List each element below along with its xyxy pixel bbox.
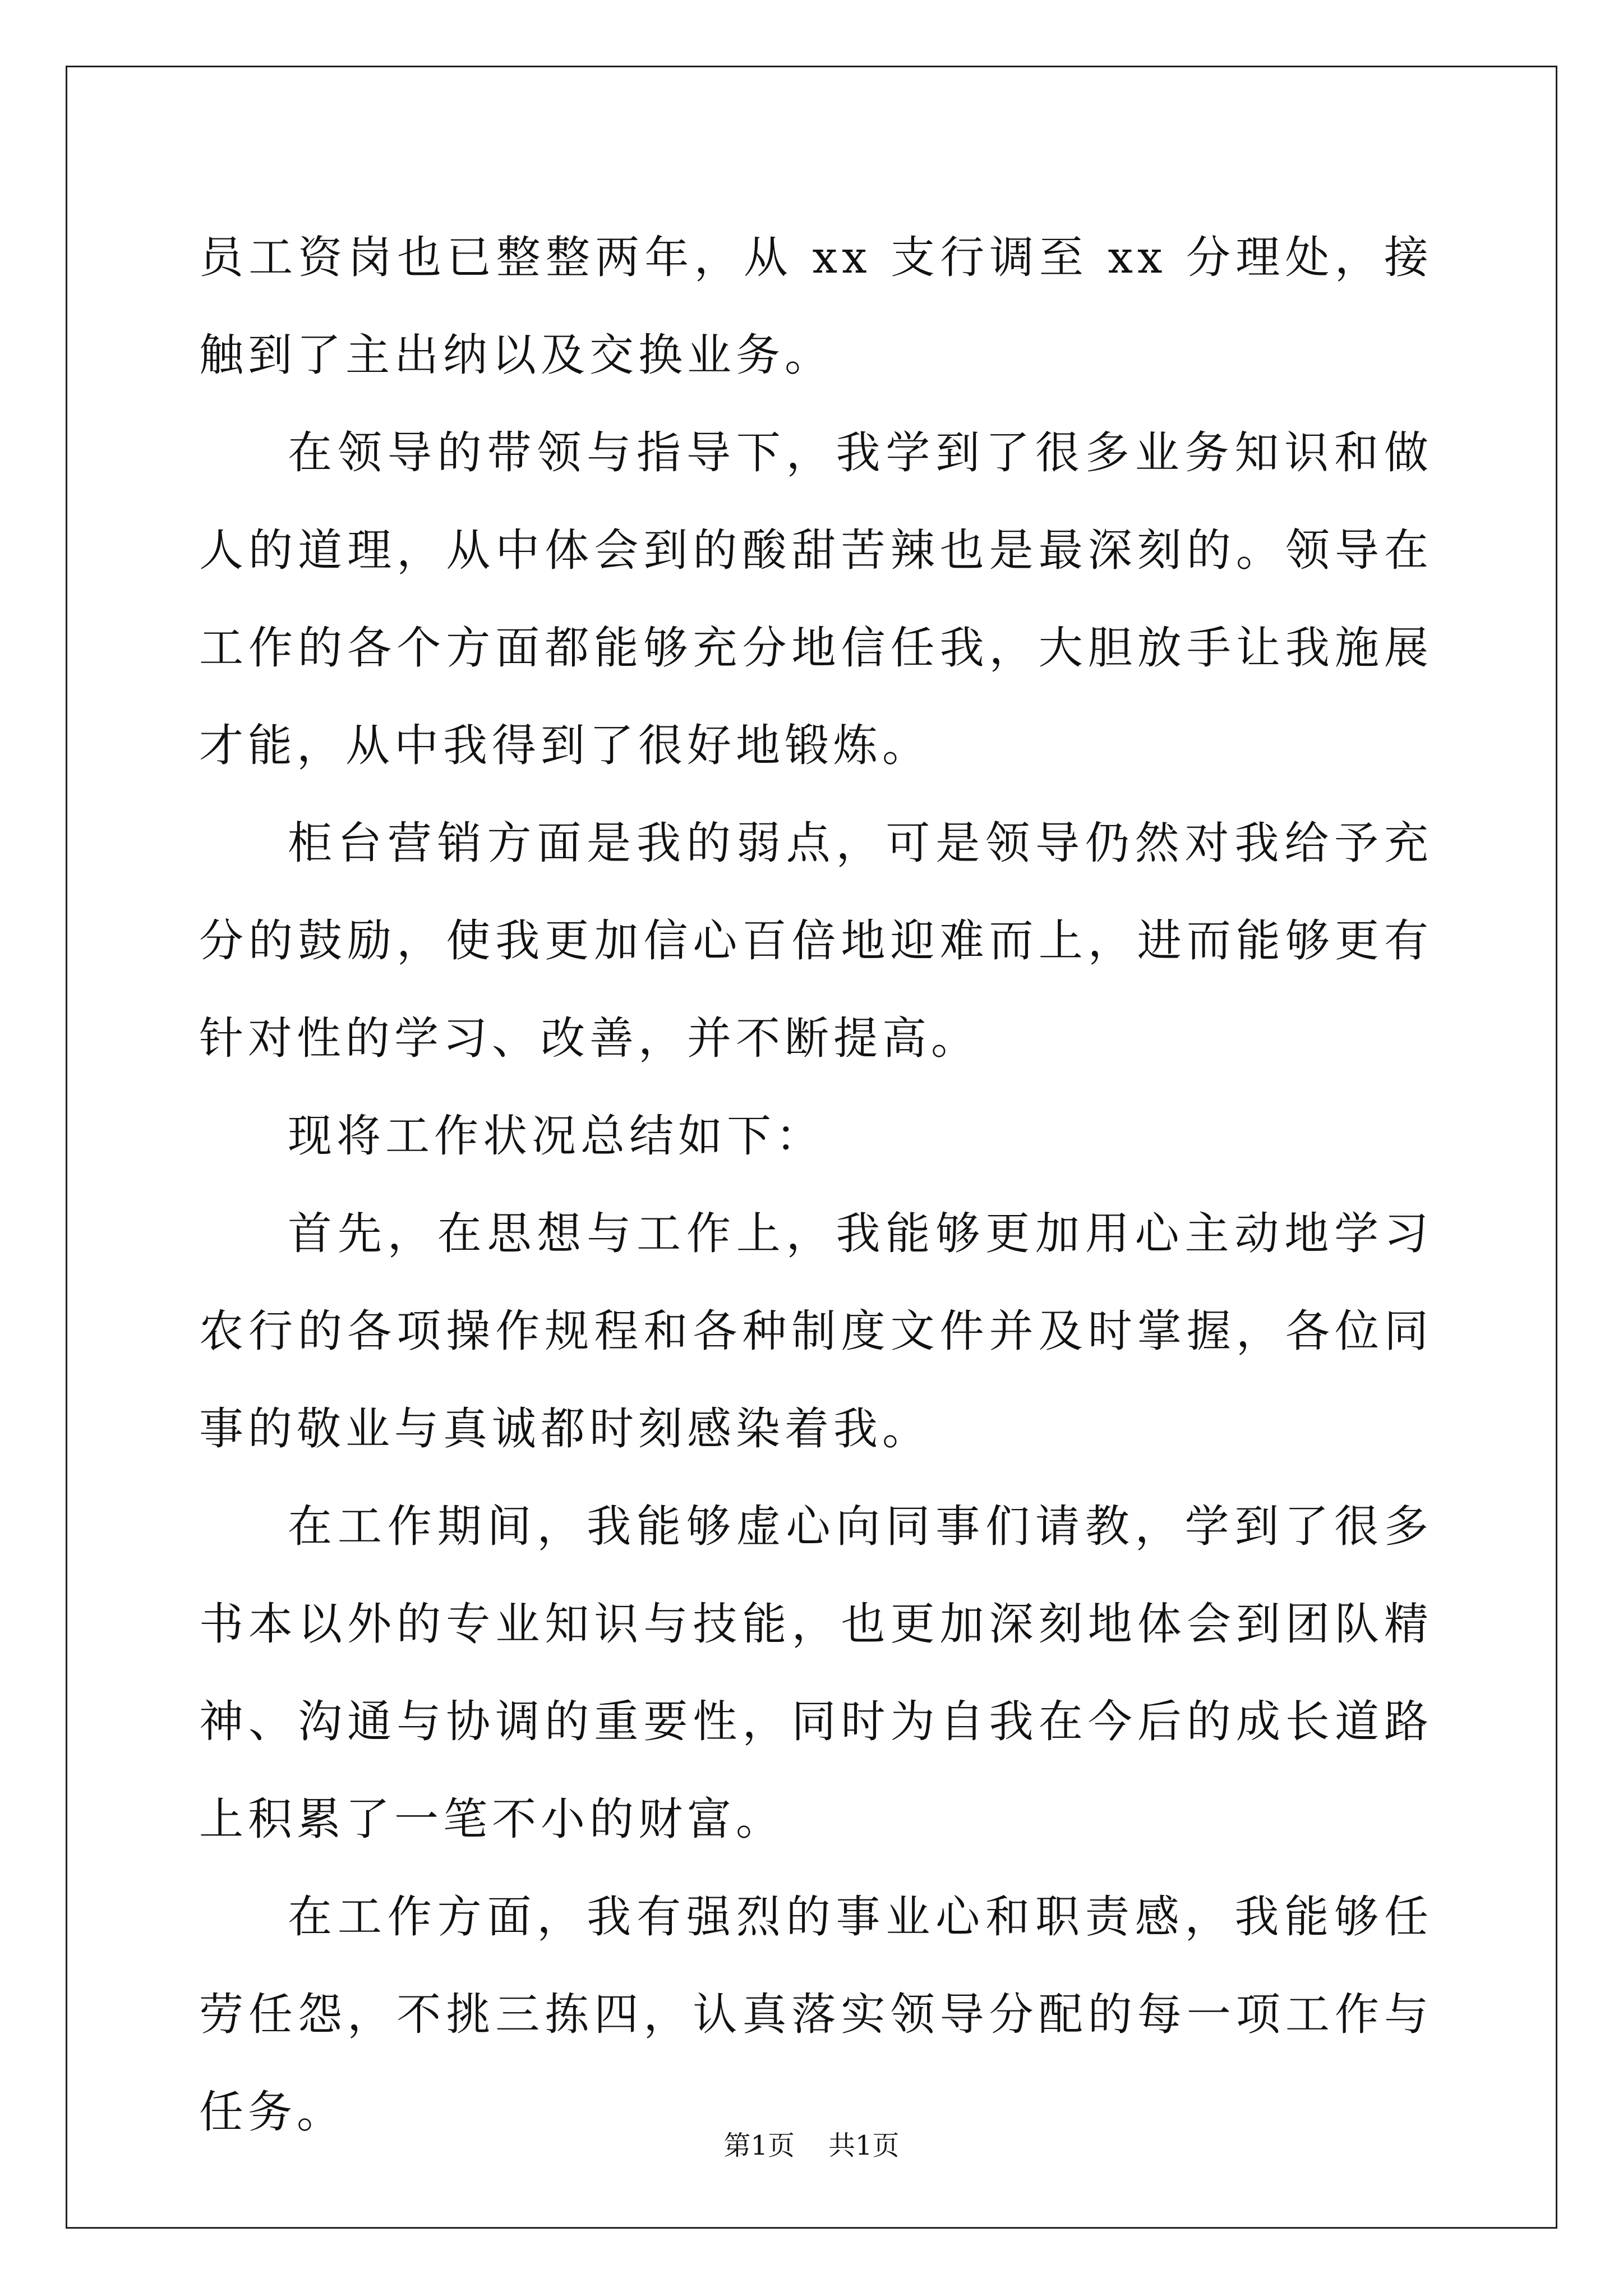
page-total: 共1页 — [828, 2130, 900, 2161]
paragraph: 在领导的带领与指导下，我学到了很多业务知识和做人的道理，从中体会到的酸甜苦辣也是最深刻的。领导在工作的各个方面都能够充分地信任我，大胆放手让我施展才能，从中我得到了很好地锻炼。 — [199, 427, 1433, 771]
document-body — [199, 209, 1433, 2161]
paragraph: 在工作期间，我能够虚心向同事们请教，学到了很多书本以外的专业知识与技能，也更加深刻地体会到团队精神、沟通与协调的重要性，同时为自我在今后的成长道路上积累了一笔不小的财富。 — [199, 1501, 1433, 1845]
paragraph: 首先，在思想与工作上，我能够更加用心主动地学习农行的各项操作规程和各种制度文件并及时掌握，各位同事的敬业与真诚都时刻感染着我。 — [199, 1208, 1433, 1455]
paragraph: 柜台营销方面是我的弱点，可是领导仍然对我给予充分的鼓励，使我更加信心百倍地迎难而上，进而能够更有针对性的学习、改善，并不断提高。 — [199, 817, 1433, 1064]
page-footer — [0, 2129, 1623, 2162]
page-number: 第1页 — [723, 2130, 795, 2161]
paragraph: 在工作方面，我有强烈的事业心和职责感，我能够任劳任怨，不挑三拣四，认真落实领导分配的每一项工作与任务。 — [199, 1891, 1433, 2138]
paragraph: 员工资岗也已整整两年，从 xx 支行调至 xx 分理处，接触到了主出纳以及交换业务。 — [199, 232, 1433, 381]
paragraph: 现将工作状况总结如下： — [288, 1110, 824, 1162]
